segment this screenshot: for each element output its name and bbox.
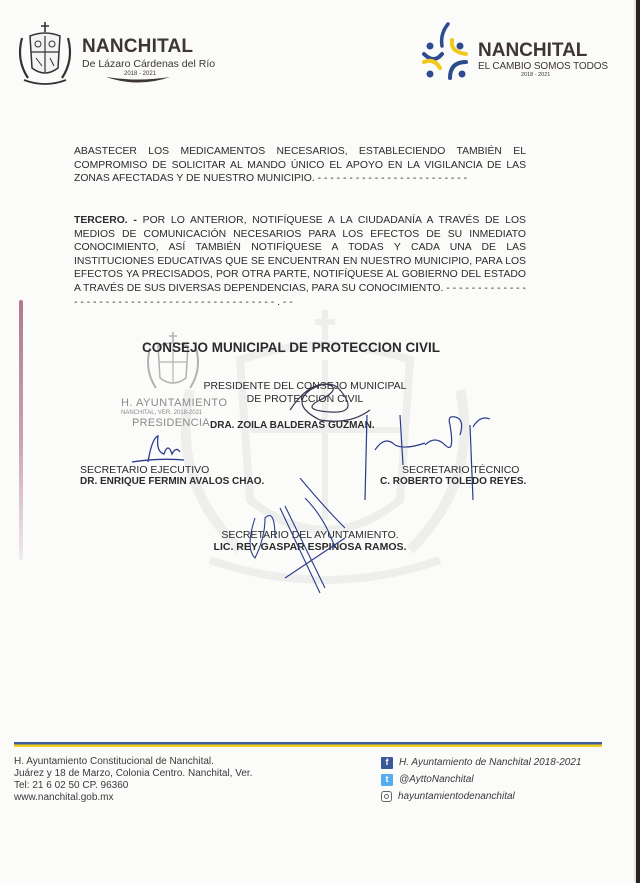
stamp-line-3: PRESIDENCIA	[132, 417, 210, 429]
president-title-line-1: PRESIDENTE DEL CONSEJO MUNICIPAL	[203, 380, 407, 392]
page-edge-shadow	[636, 0, 640, 883]
header-right-title: NANCHITAL	[478, 40, 588, 61]
exec-secretary-name: DR. ENRIQUE FERMIN AVALOS CHAO.	[80, 476, 265, 487]
municipal-crest-logo	[14, 20, 76, 88]
president-name: DRA. ZOILA BALDERAS GUZMAN.	[210, 420, 375, 431]
tercero-text: POR LO ANTERIOR, NOTIFÍQUESE A LA CIUDADANÍA A TRAVÉS DE LOS MEDIOS DE COMUNICACIÓN NECESARIOS PARA LOS EFECTOS DE SU INMEDIATO CONOCIMIENTO, ASÍ TAMBIÉN NOTIFÍQUESE A TODAS Y CADA UNA DE LAS INSTITUCIONES EDUCATIVAS QUE SE ENCUENTRAN EN NUESTRO MUNICIPIO, PARA LOS EFECTOS YA PRECISADOS, POR OTRA PARTE, NOTIFÍQUESE AL GOBIERNO DEL ESTADO A TRAVÉS DE SUS DIVERSAS DEPENDENCIAS, PARA SU CONOCIMIENTO. - - - - - - - - - - - - - - - - - - - - - - - - - - - - - - - - - - - - - - - - - - - - - . - -	[74, 215, 526, 308]
margin-pen-mark	[19, 300, 23, 560]
facebook-icon: f	[381, 757, 393, 769]
header-left-swoosh	[106, 76, 170, 84]
paragraph-supplies: ABASTECER LOS MEDICAMENTOS NECESARIOS, ESTABLECIENDO TAMBIÉN EL COMPROMISO DE SOLICITAR AL MANDO ÚNICO EL APOYO EN LA VIGILANCIA DE LAS ZONAS AFECTADAS Y DE NUESTRO MUNICIPIO. - - - - - - - - - - - - - - - - - - - - - - - -	[74, 146, 526, 185]
council-secretary-title: SECRETARIO DEL AYUNTAMIENTO.	[221, 529, 399, 541]
facebook-label: H. Ayuntamiento de Nanchital 2018-2021	[399, 757, 582, 768]
tercero-label: TERCERO. -	[74, 215, 137, 226]
footer-address-line: Tel: 21 6 02 50 CP. 96360	[14, 780, 129, 791]
header-left-years: 2018 - 2021	[124, 71, 157, 77]
twitter-icon: t	[381, 774, 393, 786]
exec-secretary-title: SECRETARIO EJECUTIVO	[80, 464, 210, 476]
paragraph-tercero	[74, 214, 526, 309]
president-title-line-2: DE PROTECCION CIVIL	[246, 393, 364, 405]
footer-address-line: Juárez y 18 de Marzo, Colonia Centro. Nanchital, Ver.	[14, 768, 253, 779]
stamp-line-1: H. AYUNTAMIENTO	[121, 397, 228, 409]
tech-secretary-name: C. ROBERTO TOLEDO REYES.	[380, 476, 527, 487]
page-edge-highlight	[634, 0, 636, 883]
footer-social	[381, 754, 581, 805]
stamp-line-2: NANCHITAL, VER. 2018-2021	[121, 410, 203, 416]
twitter-link[interactable]	[381, 771, 581, 788]
footer-website-link[interactable]: www.nanchital.gob.mx	[14, 792, 114, 803]
facebook-link[interactable]	[381, 754, 581, 771]
footer-color-bar	[14, 742, 602, 747]
header-left-subtitle: De Lázaro Cárdenas del Río	[82, 58, 216, 70]
instagram-link[interactable]	[381, 788, 581, 805]
council-secretary-name: LIC. REY GASPAR ESPINOSA RAMOS.	[213, 541, 407, 553]
council-title: CONSEJO MUNICIPAL DE PROTECCION CIVIL	[142, 340, 441, 355]
header-right-years: 2018 - 2021	[521, 72, 551, 78]
instagram-icon	[381, 791, 392, 802]
instagram-label: hayuntamientodenanchital	[398, 791, 515, 802]
footer-address-line: H. Ayuntamiento Constitucional de Nanchital.	[14, 756, 214, 767]
tech-secretary-title: SECRETARIO TÉCNICO	[402, 464, 520, 476]
header-right-slogan: EL CAMBIO SOMOS TODOS	[478, 61, 608, 72]
header-left-title: NANCHITAL	[82, 36, 194, 57]
footer-address	[14, 756, 252, 804]
people-circle-logo	[420, 20, 472, 84]
twitter-label: @AyttoNanchital	[399, 774, 474, 785]
